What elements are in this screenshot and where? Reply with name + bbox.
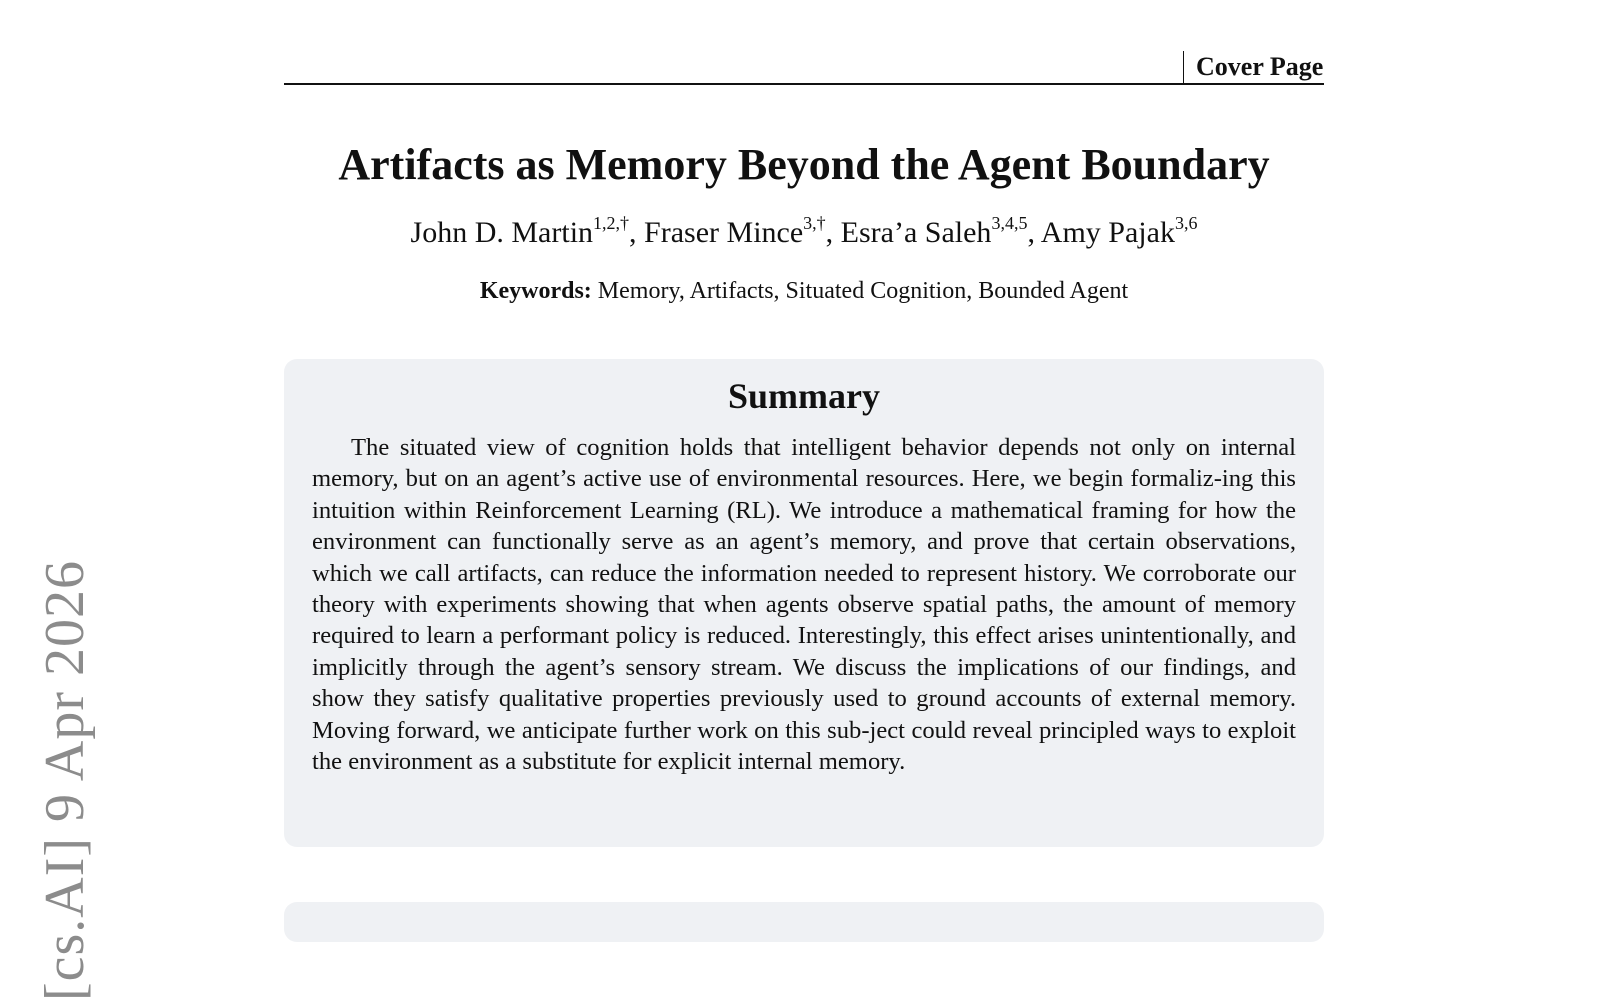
keywords-line [284,275,1324,307]
author-affiliation: 3,† [803,213,826,233]
header-rule [284,83,1324,85]
author-name: John D. Martin [410,216,594,249]
author-affiliation: 3,6 [1174,213,1198,233]
arxiv-stamp-text: [cs.AI] 9 Apr 2026 [34,560,96,1001]
author-name: Fraser Mince [644,216,804,249]
summary-heading: Summary [728,376,880,416]
author-name: Esra’a Saleh [840,216,992,249]
paper-title: Artifacts as Memory Beyond the Agent Boundary [338,140,1270,189]
author-separator: , [629,216,645,249]
next-section-box [284,902,1324,942]
author-affiliation: 1,2,† [593,213,630,233]
author-list [284,213,1324,253]
summary-box [284,359,1324,847]
author-affiliation: 3,4,5 [991,213,1028,233]
running-head: Cover Page [1183,51,1323,83]
author-separator: , [825,216,841,249]
keywords-label: Keywords: [479,278,592,304]
author-name: Amy Pajak [1040,216,1175,249]
author-separator: , [1027,216,1041,249]
summary-text[interactable]: The situated view of cognition holds that intelligent behavior depends not only on internal memory, but on an agent’s active use of environmental resources. Here, we begin formaliz-ing this intuition within Reinforcement Learning (RL). We introduce a mathematical framing for how the environment can functionally serve as an agent’s memory, and prove that certain observations, which we call artifacts, can reduce the information needed to represent history. We corroborate our theory with experiments showing that when agents observe spatial paths, the amount of memory required to learn a performant policy is reduced. Interestingly, this effect arises unintentionally, and implicitly through the agent’s sensory stream. We discuss the implications of our findings, and show they satisfy qualitative properties previously used to ground accounts of external memory. Moving forward, we anticipate further work on this sub-ject could reveal principled ways to exploit the environment as a substitute for explicit internal memory. [312,434,1296,776]
keywords-value: Memory, Artifacts, Situated Cognition, Bounded Agent [597,278,1129,304]
